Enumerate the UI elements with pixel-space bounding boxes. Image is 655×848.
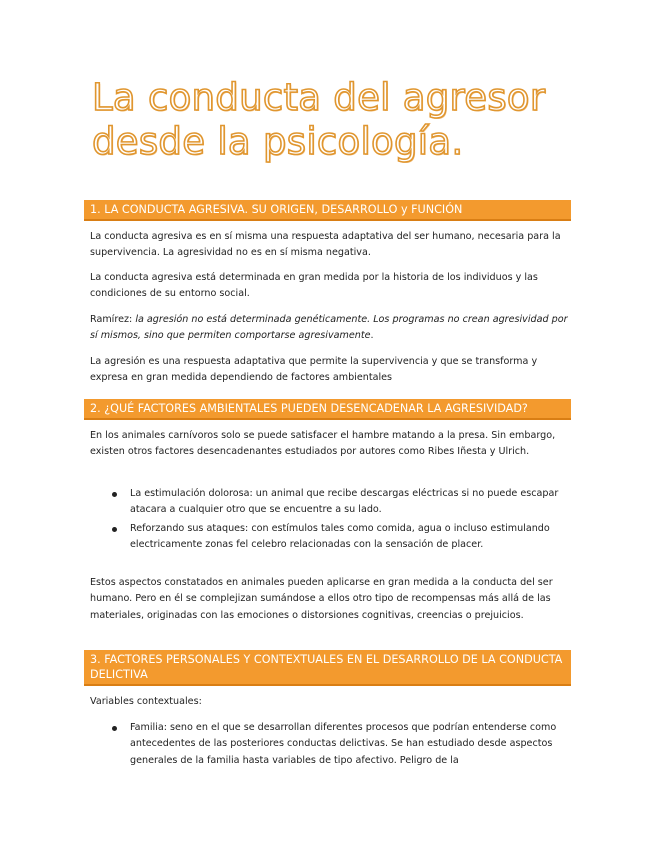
quote-end: .: [370, 330, 374, 342]
section-1-paragraph-2: La conducta agresiva está determinada en gran medida por la historia de los individuos y las condiciones de su entorno social.: [90, 272, 538, 300]
section-1-paragraph-1: La conducta agresiva es en sí misma una respuesta adaptativa del ser humano, necesaria para la supervivencia. La agresividad no es en sí misma negativa.: [90, 231, 561, 259]
list-item: [90, 486, 568, 519]
list-item: [90, 521, 568, 554]
list-item-text: Reforzando sus ataques: con estímulos tales como comida, agua o incluso estimulando electricamente zonas fel celebro relacionadas con la sensación de placer.: [130, 522, 550, 551]
section-3-heading: 3. FACTORES PERSONALES Y CONTEXTUALES EN EL DESARROLLO DE LA CONDUCTA DELICTIVA: [84, 650, 571, 686]
bullet-icon: [112, 492, 117, 497]
quote-author: Ramírez:: [90, 314, 136, 325]
section-2-heading: 2. ¿QUÉ FACTORES AMBIENTALES PUEDEN DESENCADENAR LA AGRESIVIDAD?: [84, 399, 571, 420]
section-1-paragraph-4: La agresión es una respuesta adaptativa que permite la supervivencia y que se transforma y expresa en gran medida dependiendo de factores ambientales: [90, 356, 538, 384]
section-1-quote-paragraph: [90, 312, 568, 345]
bullet-icon: [112, 527, 117, 532]
document-title: [92, 76, 592, 164]
title-line-1: La conducta del agresor: [92, 76, 546, 119]
section-2-paragraph-1: En los animales carnívoros solo se puede satisfacer el hambre matando a la presa. Sin embargo, existen otros factores desencadenantes estudiados por autores como Ribes Iñesta y Ulrich.: [90, 430, 556, 458]
section-3-paragraph-1: Variables contextuales:: [90, 696, 202, 707]
section-1-heading: 1. LA CONDUCTA AGRESIVA. SU ORIGEN, DESARROLLO y FUNCIÓN: [84, 200, 571, 221]
bullet-icon: [112, 726, 117, 731]
list-item-text: La estimulación dolorosa: un animal que recibe descargas eléctricas si no puede escapar atacara a cualquier otro que se encuentre a su lado.: [130, 488, 559, 516]
title-line-2: desde la psicología.: [92, 120, 464, 163]
list-item-text: Familia: seno en el que se desarrollan diferentes procesos que podrían entenderse como antecedentes de las posteriores conductas delictivas. Se han estudiado desde aspectos generales de la familia hasta variables de tipo afectivo. Peligro de la: [130, 722, 557, 766]
section-2-paragraph-2: Estos aspectos constatados en animales pueden aplicarse en gran medida a la conducta del ser humano. Pero en él se complejizan sumándose a ellos otro tipo de recompensas más allá de las materiales, originadas con las emociones o distorsiones cognitivas, creencias o prejuicios.: [90, 577, 553, 621]
section-2-bullet-list: [90, 486, 568, 556]
section-3-bullet-list: [90, 720, 568, 771]
quote-text: la agresión no está determinada genéticamente. Los programas no crean agresividad por sí mismos, sino que permiten comportarse agresivamente: [90, 314, 568, 342]
list-item: [90, 720, 568, 769]
